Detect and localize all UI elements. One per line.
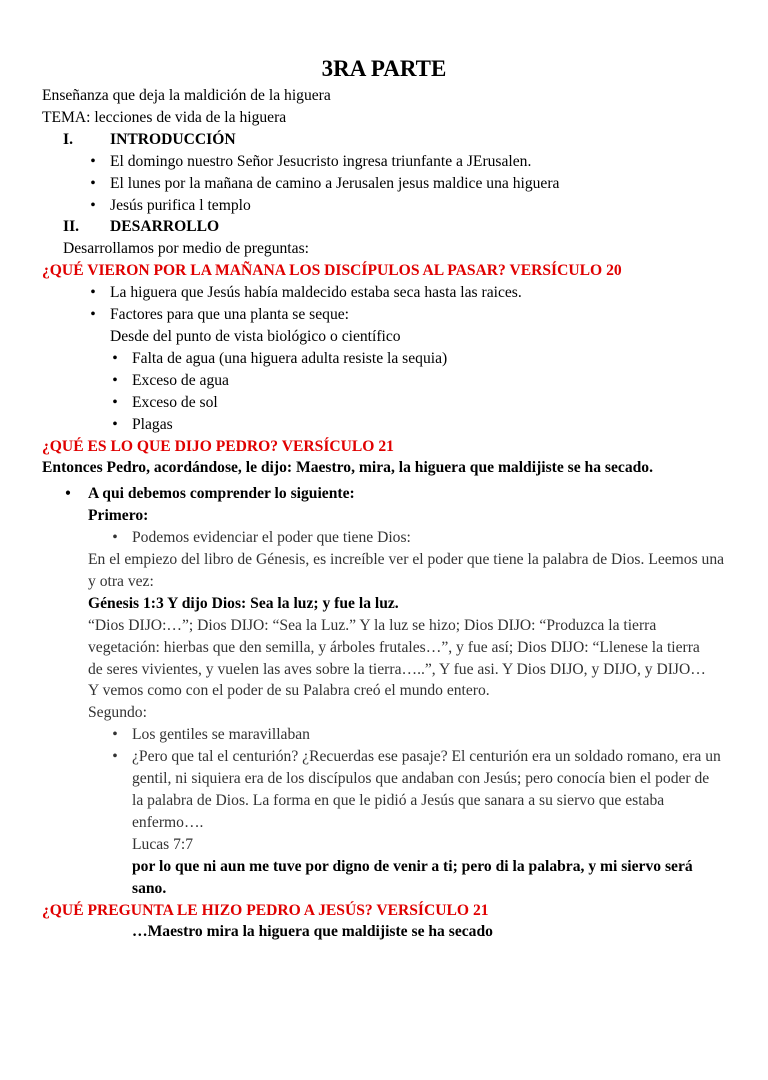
list-item	[0, 195, 768, 217]
subtitle: Enseñanza que deja la maldición de la higuera	[42, 87, 331, 104]
genesis-paragraph: En el empiezo del libro de Génesis, es increíble ver el poder que tiene la palabra de Dios. Leemos una y otra vez:	[88, 551, 725, 590]
bullet-icon: •	[112, 349, 118, 367]
list-item	[0, 151, 768, 173]
list-item	[0, 392, 768, 414]
genesis-reference: Génesis 1:3 Y dijo Dios: Sea la luz; y fue la luz.	[88, 594, 399, 612]
bullet-icon: •	[112, 748, 118, 766]
segundo-label: Segundo:	[88, 704, 147, 722]
section-introduccion	[0, 129, 768, 151]
list-item	[0, 414, 768, 436]
list-item	[0, 173, 768, 195]
q3-quote: …Maestro mira la higuera que maldijiste se ha secado	[132, 923, 493, 941]
lucas-quote: por lo que ni aun me tuve por digno de venir a ti; pero di la palabra, y mi siervo será sano.	[132, 857, 693, 897]
bullet-icon: •	[112, 393, 118, 411]
list-item-text: Exceso de sol	[132, 393, 218, 411]
bullet-icon: •	[112, 371, 118, 389]
bullet-icon: •	[90, 196, 96, 214]
list-item	[0, 746, 768, 834]
bullet-icon: •	[90, 152, 96, 170]
document-page	[0, 56, 768, 1080]
list-item-text: El domingo nuestro Señor Jesucristo ingresa triunfante a JErusalen.	[110, 152, 532, 170]
bullet-icon: •	[65, 485, 71, 503]
subheading: Desde del punto de vista biológico o científico	[110, 327, 401, 345]
bullet-icon: •	[112, 726, 118, 744]
list-item-text: Podemos evidenciar el poder que tiene Dios:	[132, 529, 411, 547]
desarrollo-intro: Desarrollamos por medio de preguntas:	[63, 240, 309, 258]
list-item-text: A qui debemos comprender lo siguiente:	[88, 485, 355, 503]
tema-line: TEMA: lecciones de vida de la higuera	[42, 108, 287, 126]
bullet-icon: •	[90, 174, 96, 192]
list-item-text: Factores para que una planta se seque:	[110, 306, 350, 324]
question-heading: ¿QUÉ ES LO QUE DIJO PEDRO? VERSÍCULO 21	[42, 437, 394, 455]
question-heading: ¿QUÉ VIERON POR LA MAÑANA LOS DISCÍPULOS AL PASAR? VERSÍCULO 20	[42, 262, 622, 280]
bullet-icon: •	[90, 306, 96, 324]
list-item-text: Plagas	[132, 415, 173, 433]
section-number: II.	[63, 218, 80, 236]
genesis-text: “Dios DIJO:…”; Dios DIJO: “Sea la Luz.” Y la luz se hizo; Dios DIJO: “Produzca la tierra vegetación: hierbas que den semilla, y árboles frutales…”, y fue así; Dios DIJO: “Llenese la tierra de seres vivientes, y vuelen las aves sobre la tierra…..”, Y fue asi. Y Dios DIJO, y DIJO, y DIJO… Y vemos como con el poder de su Palabra creó el mundo entero.	[88, 616, 706, 700]
list-item-text: El lunes por la mañana de camino a Jerusalen jesus maldice una higuera	[110, 174, 560, 192]
section-desarrollo	[0, 216, 768, 238]
page-title: 3RA PARTE	[321, 56, 447, 81]
bullet-icon: •	[90, 284, 96, 302]
list-item-text: Falta de agua (una higuera adulta resiste la sequia)	[132, 349, 448, 367]
bullet-icon: •	[112, 415, 118, 433]
list-item	[0, 527, 768, 549]
list-item-text: ¿Pero que tal el centurión? ¿Recuerdas ese pasaje? El centurión era un soldado romano, era un gentil, ni siquiera era de los discípulos que andaban con Jesús; pero conocía bien el poder de la palabra de Dios. La forma en que le pidió a Jesús que sanara a su siervo que estaba enfermo….	[132, 748, 721, 831]
primero-label: Primero:	[88, 507, 149, 525]
question-heading: ¿QUÉ PREGUNTA LE HIZO PEDRO A JESÚS? VERSÍCULO 21	[42, 901, 489, 919]
list-item	[0, 724, 768, 746]
section-title: INTRODUCCIÓN	[110, 130, 236, 148]
lucas-reference: Lucas 7:7	[132, 835, 194, 853]
list-item	[0, 304, 768, 326]
list-item	[0, 483, 768, 505]
section-title: DESARROLLO	[110, 218, 220, 236]
quote-paragraph: Entonces Pedro, acordándose, le dijo: Maestro, mira, la higuera que maldijiste se ha secado.	[42, 459, 654, 477]
section-number: I.	[63, 130, 73, 148]
list-item-text: La higuera que Jesús había maldecido estaba seca hasta las raices.	[110, 284, 522, 302]
bullet-icon: •	[112, 529, 118, 547]
list-item-text: Los gentiles se maravillaban	[132, 726, 310, 744]
list-item-text: Exceso de agua	[132, 371, 229, 389]
list-item-text: Jesús purifica l templo	[110, 196, 251, 214]
list-item	[0, 282, 768, 304]
list-item	[0, 348, 768, 370]
list-item	[0, 370, 768, 392]
